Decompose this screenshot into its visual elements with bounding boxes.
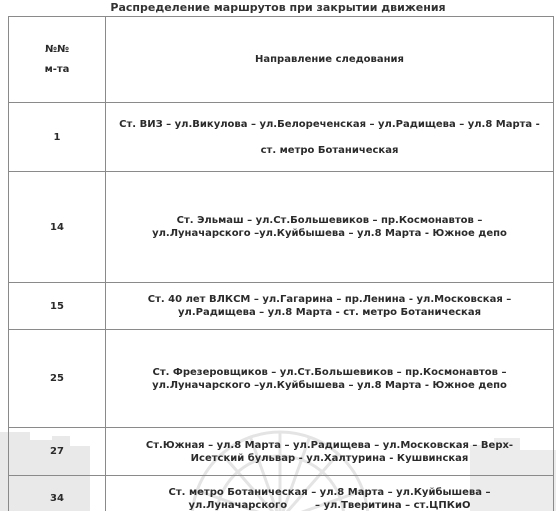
- route-direction-line2: ул.Радищева – ул.8 Марта - ст. метро Ботаническая: [177, 307, 482, 318]
- table-row: [9, 428, 554, 476]
- header-number: [9, 17, 106, 103]
- route-direction: [106, 283, 554, 330]
- route-direction: [106, 103, 554, 172]
- document-title: Распределение маршрутов при закрытии движения: [110, 1, 446, 14]
- route-direction-line1: Ст. Эльмаш – ул.Ст.Большевиков – пр.Космонавтов –: [176, 215, 483, 226]
- route-direction-line1: Ст. Фрезеровщиков – ул.Ст.Большевиков – пр.Космонавтов –: [152, 366, 507, 378]
- table-row: [9, 283, 554, 330]
- route-number: 14: [9, 172, 106, 283]
- route-direction-line1: Ст. ВИЗ – ул.Викулова – ул.Белореченская – ул.Радищева – ул.8 Марта -: [119, 118, 540, 130]
- route-number: 34: [9, 476, 106, 511]
- route-direction-line1: Ст.Южная – ул.8 Марта – ул.Радищева – ул.Московская – Верх-: [145, 439, 514, 451]
- header-direction: Направление следования: [106, 17, 554, 103]
- table-row: [9, 103, 554, 172]
- table-row: [9, 172, 554, 283]
- route-direction-line2: ул.Луначарского –ул.Куйбышева – ул.8 Марта - Южное депо: [152, 379, 507, 391]
- route-direction-line2: ул.Луначарского –ул.Куйбышева – ул.8 Марта - Южное депо: [152, 228, 507, 239]
- route-direction: [106, 476, 554, 511]
- route-direction-line2: ст. метро Ботаническая: [260, 144, 399, 156]
- route-number: 27: [9, 428, 106, 476]
- route-number: 1: [9, 103, 106, 172]
- route-direction-line1: Ст. метро Ботаническая – ул.8 Марта – ул.Куйбышева –: [168, 486, 491, 498]
- route-direction: [106, 330, 554, 428]
- route-number: 25: [9, 330, 106, 428]
- route-number: 15: [9, 283, 106, 330]
- header-number-line2: м-та: [44, 63, 70, 75]
- table-header-row: [9, 17, 554, 103]
- route-direction: [106, 428, 554, 476]
- route-direction-line2: ул.Луначарского – ул.Тверитина – ст.ЦПКиО: [188, 499, 471, 511]
- table-row: [9, 330, 554, 428]
- table-row: [9, 476, 554, 511]
- route-direction-line2: Исетский бульвар - ул.Халтурина - Кушвинская: [190, 452, 469, 464]
- header-number-line1: №№: [44, 43, 70, 55]
- routes-table: [8, 16, 554, 511]
- route-direction: [106, 172, 554, 283]
- route-direction-line1: Ст. 40 лет ВЛКСМ – ул.Гагарина – пр.Ленина - ул.Московская –: [147, 294, 512, 305]
